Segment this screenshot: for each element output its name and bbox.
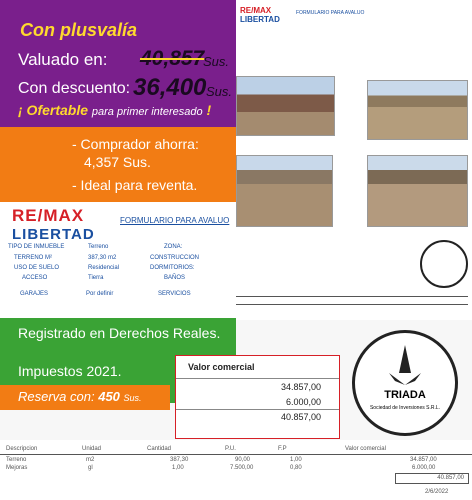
th-value: Valor comercial <box>345 446 386 452</box>
valor-header: Valor comercial <box>188 362 255 372</box>
doc-logo-top: RE/MAX <box>240 6 272 15</box>
reserve-label: Reserva con: <box>18 389 95 404</box>
offer-word: ¡ Ofertable <box>18 102 89 118</box>
remax-logo-bottom: LIBERTAD <box>12 226 95 243</box>
valor-comercial-box <box>175 355 340 439</box>
td-total: 40.857,00 <box>437 475 464 481</box>
photo-lot-3 <box>367 155 468 227</box>
stamp-name: TRIADA <box>384 389 426 401</box>
td-fp: 0,80 <box>290 465 302 471</box>
discount-unit: Sus. <box>206 84 233 99</box>
field-label-baths: BAÑOS <box>164 275 186 281</box>
photo-lot-2 <box>236 155 333 227</box>
doc-date: 2/6/2022 <box>425 489 449 495</box>
saving-line-1: - Comprador ahorra: <box>72 136 199 152</box>
field-value-type: Terreno <box>88 244 109 250</box>
total-box <box>395 473 469 484</box>
valor-row-total: 40.857,00 <box>280 412 321 422</box>
field-value-use: Residencial <box>88 265 120 271</box>
th-unit: Unidad <box>82 446 102 452</box>
triada-stamp-icon <box>383 343 427 387</box>
field-label-services: SERVICIOS <box>158 291 191 297</box>
photo-lot-1 <box>367 80 468 140</box>
reserve-banner <box>0 385 170 410</box>
triada-stamp <box>352 330 458 436</box>
field-value-area: 387,30 m2 <box>88 255 117 261</box>
field-value-garage: Por definir <box>86 291 114 297</box>
doc-table-line <box>236 296 468 297</box>
field-value-access: Tierra <box>88 275 104 281</box>
valor-total-line <box>176 409 339 410</box>
td-fp: 1,00 <box>290 457 302 463</box>
offer-line <box>18 102 211 118</box>
promo-headline: Con plusvalía <box>20 20 138 40</box>
td-quantity: 1,00 <box>172 465 184 471</box>
field-label-zone: ZONA: <box>164 244 183 250</box>
appraisal-page <box>236 0 472 320</box>
th-description: Descripcion <box>6 446 38 452</box>
discount-amount: 36,400 <box>133 74 207 101</box>
td-unit: gl <box>88 465 93 471</box>
td-value: 34.857,00 <box>410 457 437 463</box>
field-label-access: ACCESO <box>22 275 48 281</box>
field-label-area: TERRENO M² <box>14 255 52 261</box>
valued-unit: Sus. <box>203 54 230 69</box>
stamp-sub: Sociedad de Inversiones S.R.L. <box>369 405 441 411</box>
offer-end: ! <box>206 102 212 118</box>
reserve-line <box>18 389 142 404</box>
td-unit-price: 7.500,00 <box>230 465 254 471</box>
th-unit-price: P.U. <box>225 446 236 452</box>
td-description: Terreno <box>6 457 27 463</box>
small-stamp <box>420 240 468 288</box>
promo-orange-panel <box>0 127 236 202</box>
valuation-table <box>0 440 472 500</box>
remax-logo <box>12 206 95 243</box>
photo-street <box>236 76 335 136</box>
doc-logo-bottom: LIBERTAD <box>240 15 280 24</box>
doc-logo <box>240 6 284 24</box>
valor-divider <box>176 378 339 379</box>
td-description: Mejoras <box>6 465 28 471</box>
form-section <box>0 202 236 318</box>
field-label-construction: CONSTRUCCION <box>150 255 199 261</box>
valued-amount: 40,857 <box>140 47 205 70</box>
valor-row-2: 6.000,00 <box>285 397 321 407</box>
td-unit: m2 <box>86 457 95 463</box>
resale-line: - Ideal para reventa. <box>72 177 198 193</box>
valor-row-1: 34.857,00 <box>280 382 321 392</box>
reserve-amount: 450 <box>98 389 120 404</box>
offer-rest: para primer interesado <box>91 106 203 118</box>
td-value: 6.000,00 <box>412 465 436 471</box>
doc-table-line-2 <box>236 304 468 305</box>
form-title: FORMULARIO PARA AVALUO <box>120 216 230 225</box>
table-header-line <box>0 454 472 455</box>
saving-line-2: 4,357 Sus. <box>84 154 151 170</box>
td-unit-price: 90,00 <box>235 457 251 463</box>
th-quantity: Cantidad <box>147 446 172 452</box>
field-label-bedrooms: DORMITORIOS: <box>150 265 195 271</box>
remax-logo-top: RE/MAX <box>12 206 85 225</box>
registered-text: Registrado en Derechos Reales. <box>18 325 221 341</box>
doc-title: FORMULARIO PARA AVALUO <box>296 10 365 16</box>
valued-label: Valuado en: <box>18 50 108 69</box>
field-label-garage: GARAJES <box>20 291 49 297</box>
field-label-use: USO DE SUELO <box>14 265 60 271</box>
taxes-text: Impuestos 2021. <box>18 363 122 379</box>
td-quantity: 387,30 <box>170 457 189 463</box>
promo-purple-panel <box>0 0 236 130</box>
reserve-unit: Sus. <box>123 393 142 403</box>
discount-label: Con descuento: <box>18 80 131 97</box>
field-label-type: TIPO DE INMUEBLE <box>8 244 65 250</box>
th-fp: F.P <box>278 446 287 452</box>
